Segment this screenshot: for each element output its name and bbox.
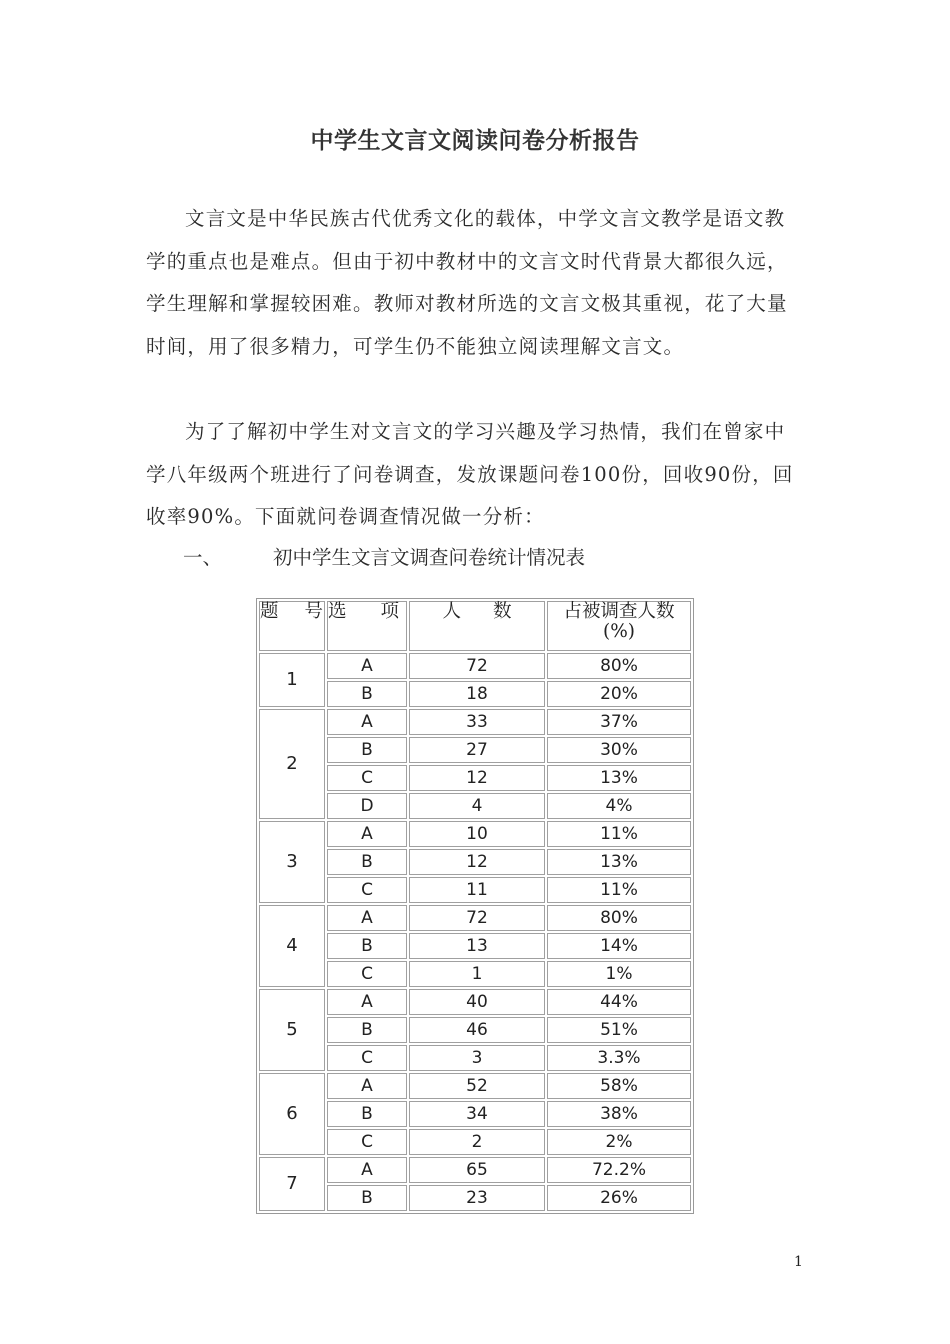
count-cell: 13 xyxy=(409,933,545,959)
paragraph-survey: 为了了解初中学生对文言文的学习兴趣及学习热情，我们在曾家中学八年级两个班进行了问卷调查，发放课题问卷100份，回收90份，回收率90%。下面就问卷调查情况做一分析： xyxy=(146,420,794,528)
percent-cell: 14% xyxy=(547,933,691,959)
option-cell: B xyxy=(327,849,407,875)
question-number-cell: 4 xyxy=(259,905,325,987)
percent-cell: 4% xyxy=(547,793,691,819)
percent-cell: 13% xyxy=(547,849,691,875)
option-cell: B xyxy=(327,681,407,707)
percent-cell: 30% xyxy=(547,737,691,763)
option-cell: A xyxy=(327,905,407,931)
table-row xyxy=(259,821,691,847)
percent-cell: 11% xyxy=(547,877,691,903)
percent-cell: 80% xyxy=(547,905,691,931)
header-question-number: 题 号 xyxy=(259,601,325,651)
count-cell: 2 xyxy=(409,1129,545,1155)
document-title: 中学生文言文阅读问卷分析报告 xyxy=(310,128,640,154)
count-cell: 10 xyxy=(409,821,545,847)
count-cell: 52 xyxy=(409,1073,545,1099)
option-cell: C xyxy=(327,1045,407,1071)
survey-statistics-table xyxy=(256,598,694,1214)
section-heading xyxy=(183,537,585,579)
page-number: 1 xyxy=(794,1254,803,1270)
percent-cell: 38% xyxy=(547,1101,691,1127)
count-cell: 46 xyxy=(409,1017,545,1043)
option-cell: A xyxy=(327,709,407,735)
option-cell: C xyxy=(327,961,407,987)
question-number-cell: 6 xyxy=(259,1073,325,1155)
question-number-cell: 5 xyxy=(259,989,325,1071)
percent-cell: 26% xyxy=(547,1185,691,1211)
table-row xyxy=(259,709,691,735)
header-option: 选 项 xyxy=(327,601,407,651)
table-row xyxy=(259,653,691,679)
percent-cell: 1% xyxy=(547,961,691,987)
count-cell: 40 xyxy=(409,989,545,1015)
table-row xyxy=(259,905,691,931)
percent-cell: 72.2% xyxy=(547,1157,691,1183)
count-cell: 12 xyxy=(409,765,545,791)
percent-cell: 51% xyxy=(547,1017,691,1043)
option-cell: B xyxy=(327,933,407,959)
question-number-cell: 2 xyxy=(259,709,325,819)
count-cell: 33 xyxy=(409,709,545,735)
percent-cell: 44% xyxy=(547,989,691,1015)
table-body xyxy=(259,653,691,1211)
table-header-row xyxy=(259,601,691,651)
section-title: 初中学生文言文调查问卷统计情况表 xyxy=(273,546,586,569)
percent-cell: 2% xyxy=(547,1129,691,1155)
option-cell: C xyxy=(327,1129,407,1155)
question-number-cell: 7 xyxy=(259,1157,325,1211)
option-cell: A xyxy=(327,821,407,847)
count-cell: 27 xyxy=(409,737,545,763)
count-cell: 12 xyxy=(409,849,545,875)
option-cell: A xyxy=(327,653,407,679)
table-row xyxy=(259,989,691,1015)
percent-cell: 13% xyxy=(547,765,691,791)
option-cell: B xyxy=(327,737,407,763)
option-cell: C xyxy=(327,877,407,903)
option-cell: B xyxy=(327,1017,407,1043)
question-number-cell: 3 xyxy=(259,821,325,903)
table-row xyxy=(259,1073,691,1099)
option-cell: C xyxy=(327,765,407,791)
percent-cell: 11% xyxy=(547,821,691,847)
count-cell: 1 xyxy=(409,961,545,987)
option-cell: B xyxy=(327,1101,407,1127)
header-percent: 占被调查人数 (%) xyxy=(547,601,691,651)
count-cell: 72 xyxy=(409,905,545,931)
count-cell: 11 xyxy=(409,877,545,903)
header-count: 人 数 xyxy=(409,601,545,651)
count-cell: 18 xyxy=(409,681,545,707)
paragraph-intro: 文言文是中华民族古代优秀文化的载体，中学文言文教学是语文教学的重点也是难点。但由于初中教材中的文言文时代背景大都很久远，学生理解和掌握较困难。教师对教材所选的文言文极其重视，花了大量时间，用了很多精力，可学生仍不能独立阅读理解文言文。 xyxy=(146,207,788,358)
option-cell: A xyxy=(327,989,407,1015)
percent-cell: 3.3% xyxy=(547,1045,691,1071)
percent-cell: 80% xyxy=(547,653,691,679)
question-number-cell: 1 xyxy=(259,653,325,707)
table-row xyxy=(259,1157,691,1183)
percent-cell: 20% xyxy=(547,681,691,707)
percent-cell: 37% xyxy=(547,709,691,735)
section-number: 一、 xyxy=(183,546,223,569)
percent-cell: 58% xyxy=(547,1073,691,1099)
option-cell: D xyxy=(327,793,407,819)
count-cell: 23 xyxy=(409,1185,545,1211)
option-cell: A xyxy=(327,1157,407,1183)
count-cell: 65 xyxy=(409,1157,545,1183)
count-cell: 4 xyxy=(409,793,545,819)
option-cell: A xyxy=(327,1073,407,1099)
count-cell: 72 xyxy=(409,653,545,679)
count-cell: 3 xyxy=(409,1045,545,1071)
option-cell: B xyxy=(327,1185,407,1211)
count-cell: 34 xyxy=(409,1101,545,1127)
